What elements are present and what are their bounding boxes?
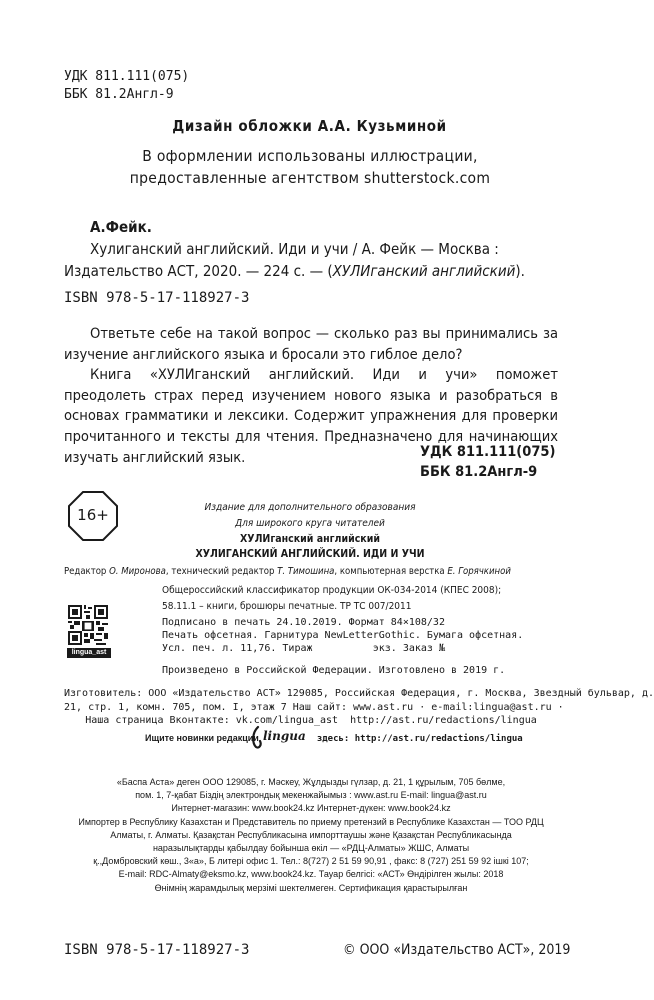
classifier-line: Общероссийский классификатор продукции ОК-034-2014 (КПЕС 2008); [162,585,502,596]
bibliographic-text: Издательство АСТ, 2020. — 224 с. — ( [64,262,333,280]
qr-label: lingua_ast [67,648,111,658]
edition-notes [130,500,490,532]
edition-note: Для широкого круга читателей [235,518,385,529]
book-title-caps: ХУЛИГАНСКИЙ АНГЛИЙСКИЙ. ИДИ И УЧИ [195,548,425,560]
classifier-line: 58.11.1 – книги, брошюры печатные. ТР ТС 007/2011 [162,601,412,612]
kz-line: пом. 1, 7-қабат Біздің электрондық мекенжайымыз : www.ast.ru E-mail: lingua@ast.ru [135,790,487,801]
kz-line: Өнімнің жарамдылық мерзімі шектелмеген. Сертификация қарастырылған [154,882,468,893]
kazakhstan-importer-info [64,776,558,895]
udk-code: УДК 811.111(075) [420,444,556,460]
seek-text: Ищите новинки редакции [145,733,259,743]
logo-wordmark: lingua [263,729,306,743]
bibliographic-description [64,238,558,282]
series-block [130,532,490,562]
kz-line: қ.,Домбровский көш., 3«а», Б литерi офис 1. Тел.: 8(727) 2 51 59 90,91 , факс: 8 (727) 251 59 92 ішкі 107; [93,856,529,867]
illustration-credit-line: В оформлении использованы иллюстрации, [142,147,478,165]
classification-codes-right [420,442,555,482]
editors-text: , технический редактор [165,566,278,577]
manufacturer-info [64,687,654,728]
editors-text: , компьютерная верстка [334,566,448,577]
editors-credit [64,566,511,577]
print-detail-line: Усл. печ. л. 11,76. Тираж экз. Заказ № [162,643,445,654]
qr-code-icon [68,605,108,645]
bbk-code: ББК 81.2Англ-9 [64,87,174,102]
illustration-credit-line: предоставленные агентством shutterstock.com [129,169,491,187]
print-detail-line: Подписано в печать 24.10.2019. Формат 84×108/32 [162,617,445,628]
kz-line: E-mail: RDC-Almaty@eksmo.kz, www.book24.kz. Тауар белгісі: «АСТ» Өндірілген жылы: 2018 [118,869,504,880]
kz-line: Алматы, г. Алматы. Қазақстан Республикасына импорттаушы және Қазақстан Республикасында [110,829,512,840]
edition-note: Издание для дополнительного образования [204,502,416,513]
bibliographic-line: Хулиганский английский. Иди и учи / А. Фейк — Москва : [90,240,499,258]
author-heading: А.Фейк. [90,218,152,236]
annotation-paragraph: Ответьте себе на такой вопрос — сколько раз вы принимались за изучение английского языка и бросали это гиблое дело? [64,325,558,363]
cover-design-credit: Дизайн обложки А.А. Кузьминой [172,117,447,135]
manufacturer-line: Изготовитель: ООО «Издательство АСТ» 129085, Российская Федерация, г. Москва, Звездный бульвар, д. [64,688,654,699]
age-rating-badge [67,490,119,542]
print-detail-line: Печать офсетная. Гарнитура NewLetterGothic. Бумага офсетная. [162,630,524,641]
isbn-footer: ISBN 978-5-17-118927-3 [64,942,250,958]
product-classifier [162,583,501,615]
tech-editor-name: Т. Тимошина [277,566,335,577]
production-note: Произведено в Российской Федерации. Изготовлено в 2019 г. [162,665,506,676]
manufacturer-line: Наша страница Вконтакте: vk.com/lingua_ast http://ast.ru/redactions/lingua [85,715,537,726]
isbn-top: ISBN 978-5-17-118927-3 [64,290,250,306]
bibliographic-text: ). [515,262,525,280]
kz-line: Импортер в Республику Казахстан и Представитель по приему претензий в Республике Казахстан — ТОО РДЦ [78,816,544,827]
kz-line: Интернет-магазин: www.book24.kz Интернет-дүкен: www.book24.kz [171,803,451,814]
illustration-credit [90,145,530,189]
layout-editor-name: Е. Горячкиной [447,566,511,577]
seek-url: здесь: http://ast.ru/redactions/lingua [316,734,523,744]
seek-new-releases [145,733,523,744]
series-name: ХУЛИганский английский [240,533,380,545]
lingua-logo [250,723,306,749]
annotation-paragraph: Книга «ХУЛИганский английский. Иди и учи» поможет преодолеть страх перед изучением нового языка и разобраться в основах грамматики и лексики. Содержит упражнения для проверки прочитанного и тексты для чтения. Предназначено для начинающих изучать английский язык. [64,366,558,466]
manufacturer-line: 21, стр. 1, комн. 705, пом. I, этаж 7 Наш сайт: www.ast.ru · e-mail:lingua@ast.ru · [64,701,564,713]
copyright-footer: © ООО «Издательство АСТ», 2019 [343,942,571,958]
classification-codes-top [64,68,189,104]
udk-code: УДК 811.111(075) [64,69,190,84]
bbk-code: ББК 81.2Англ-9 [420,464,538,480]
kz-line: «Баспа Аста» деген ООО 129085, г. Мәскеу, Жұлдызды гүлзар, д. 21, 1 құрылым, 705 бөлме, [116,777,506,787]
series-name-italic: ХУЛИганский английский [332,262,516,280]
bibliographic-line [64,260,558,282]
kz-line: наразылықтарды қабылдау бойынша өкіл — «РДЦ-Алматы» ЖШС, Алматы [152,843,470,854]
editor-name: О. Миронова [109,566,166,577]
print-details [162,616,523,655]
age-rating-label: 16+ [77,506,109,524]
editors-text: Редактор [64,566,110,577]
